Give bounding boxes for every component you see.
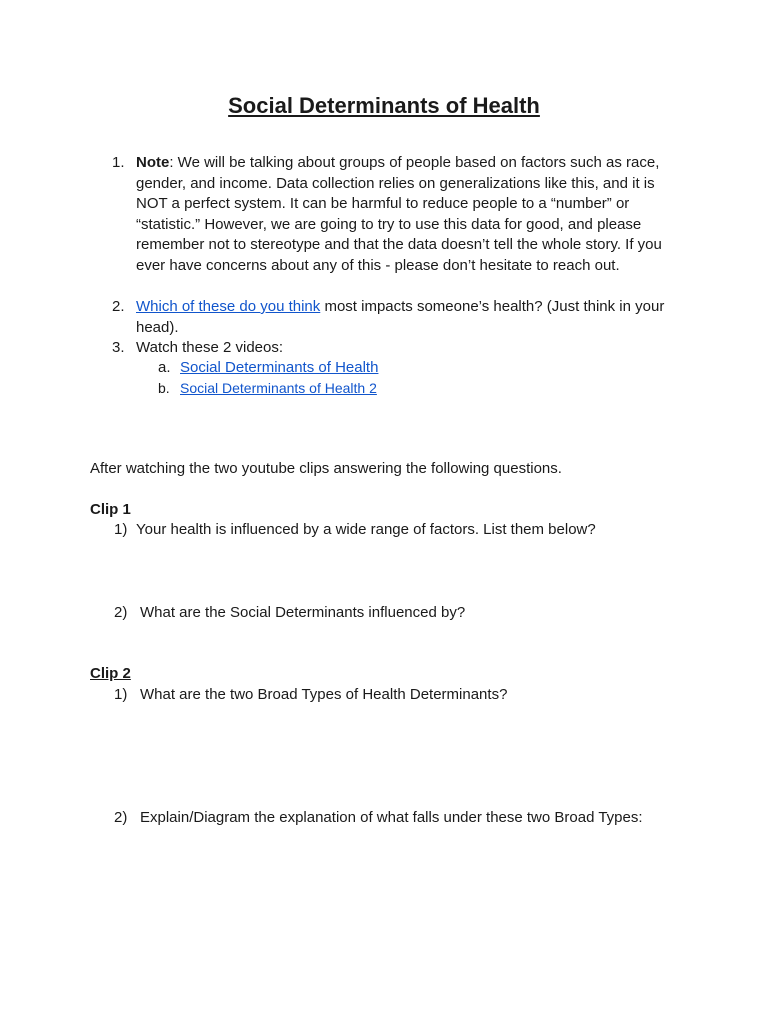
- list-item-text: Watch these 2 videos:: [136, 339, 284, 356]
- list-item-text: [136, 297, 672, 338]
- question-text: Your health is influenced by a wide range of factors. List them below?: [136, 521, 596, 538]
- video-item-b: [158, 378, 377, 398]
- question-text: What are the Social Determinants influenced by?: [140, 604, 466, 621]
- video-item-a: [158, 358, 378, 378]
- page-title: Social Determinants of Health: [228, 93, 540, 118]
- question-number: 1): [114, 521, 128, 538]
- question-text: most impacts someone’s health? (Just think in your head).: [136, 298, 665, 336]
- note-label: Note: [136, 154, 170, 171]
- list-number: 3.: [112, 339, 125, 356]
- clip2-heading: Clip 2: [90, 665, 131, 682]
- clip2-question-1: [114, 685, 714, 705]
- list-item-question: [112, 297, 672, 338]
- clip2-question-2: [114, 808, 714, 828]
- clip1-question-1: [114, 520, 714, 540]
- list-item-text: [136, 153, 672, 276]
- question-number: 1): [114, 686, 128, 703]
- question-text: Explain/Diagram the explanation of what falls under these two Broad Types:: [140, 809, 643, 826]
- video-link-2[interactable]: Social Determinants of Health 2: [180, 380, 377, 396]
- list-item-videos: [112, 338, 672, 359]
- note-text: : We will be talking about groups of people based on factors such as race, gender, and income. Data collection relies on generalizations like this, and it is NOT a perfect system. It can be harmful to reduce people to a “number” or “statistic.” However, we are going to try to use this data for good, and please remember not to stereotype and that the data doesn’t tell the whole story. If you ever have concerns about any of this - please don’t hesitate to reach out.: [136, 154, 662, 274]
- video-link-1[interactable]: Social Determinants of Health: [180, 359, 379, 376]
- question-number: 2): [114, 809, 128, 826]
- clip1-heading: Clip 1: [90, 501, 131, 518]
- sub-letter: b.: [158, 380, 170, 396]
- list-item-note: [112, 153, 672, 276]
- list-number: 1.: [112, 154, 125, 171]
- question-number: 2): [114, 604, 128, 621]
- clip1-question-2: [114, 603, 714, 623]
- list-number: 2.: [112, 298, 125, 315]
- intro-text: After watching the two youtube clips answering the following questions.: [90, 460, 562, 477]
- poll-link[interactable]: Which of these do you think: [136, 298, 321, 315]
- question-text: What are the two Broad Types of Health Determinants?: [140, 686, 508, 703]
- sub-letter: a.: [158, 359, 171, 376]
